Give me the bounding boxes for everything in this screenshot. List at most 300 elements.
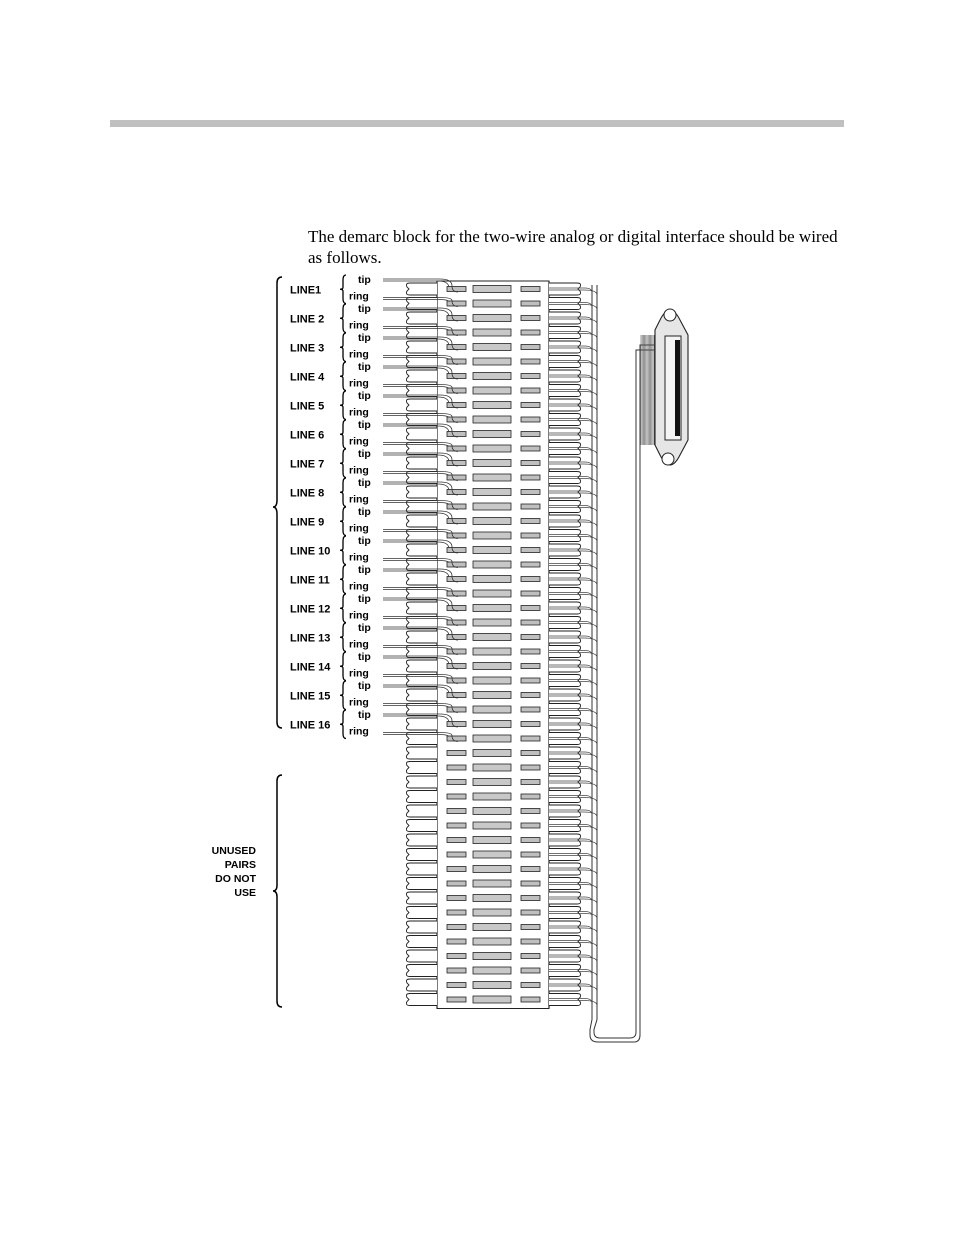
line-brace xyxy=(340,507,346,536)
block-clip-left xyxy=(447,736,466,741)
block-clip-left xyxy=(447,548,466,553)
block-right-tab xyxy=(549,820,581,832)
block-right-tab xyxy=(549,791,581,803)
block-clip-right xyxy=(521,475,540,480)
connector-slot xyxy=(675,340,680,436)
block-left-tab xyxy=(406,515,437,527)
block-bridge xyxy=(473,503,511,510)
block-clip-right xyxy=(521,910,540,915)
block-bridge xyxy=(473,286,511,293)
ring-label: ring xyxy=(349,406,369,419)
tip-label: tip xyxy=(358,390,371,402)
line-label: LINE 5 xyxy=(290,400,325,413)
block-clip-left xyxy=(447,316,466,321)
block-bridge xyxy=(473,561,511,568)
block-left-tab xyxy=(406,428,437,440)
block-left-tab xyxy=(406,791,437,803)
block-bridge xyxy=(473,938,511,945)
block-bridge xyxy=(473,460,511,467)
block-clip-right xyxy=(521,823,540,828)
block-clip-left xyxy=(447,461,466,466)
block-left-tab xyxy=(406,762,437,774)
block-right-tab xyxy=(549,747,581,759)
block-clip-right xyxy=(521,765,540,770)
block-right-tab xyxy=(549,515,581,527)
connector-screw-top xyxy=(664,309,676,321)
block-left-tab xyxy=(406,718,437,730)
block-clip-left xyxy=(447,359,466,364)
block-clip-right xyxy=(521,345,540,350)
block-bridge xyxy=(473,619,511,626)
block-clip-right xyxy=(521,968,540,973)
block-bridge xyxy=(473,808,511,815)
line-label: LINE 16 xyxy=(290,719,331,732)
block-clip-left xyxy=(447,620,466,625)
block-right-tab xyxy=(549,733,581,745)
tip-label: tip xyxy=(358,361,371,373)
block-right-tab xyxy=(549,443,581,455)
block-bridge xyxy=(473,982,511,989)
block-bridge xyxy=(473,547,511,554)
block-clip-left xyxy=(447,301,466,306)
block-clip-right xyxy=(521,417,540,422)
block-right-tab xyxy=(549,762,581,774)
block-clip-left xyxy=(447,446,466,451)
block-clip-left xyxy=(447,330,466,335)
block-right-tab xyxy=(549,965,581,977)
block-bridge xyxy=(473,402,511,409)
tip-label: tip xyxy=(358,535,371,547)
block-clip-left xyxy=(447,562,466,567)
block-left-tab xyxy=(406,994,437,1006)
block-clip-left xyxy=(447,780,466,785)
block-left-tab xyxy=(406,849,437,861)
line-brace xyxy=(340,565,346,594)
block-clip-left xyxy=(447,707,466,712)
punch-block xyxy=(406,281,580,1009)
block-clip-left xyxy=(447,881,466,886)
block-bridge xyxy=(473,895,511,902)
block-right-tab xyxy=(549,979,581,991)
block-bridge xyxy=(473,605,511,612)
block-right-tab xyxy=(549,501,581,513)
tip-label: tip xyxy=(358,274,371,286)
ring-label: ring xyxy=(349,522,369,535)
block-clip-right xyxy=(521,374,540,379)
block-clip-right xyxy=(521,939,540,944)
block-right-tab xyxy=(549,704,581,716)
line-brace xyxy=(340,420,346,449)
block-bridge xyxy=(473,387,511,394)
block-clip-left xyxy=(447,374,466,379)
tip-label: tip xyxy=(358,622,371,634)
block-bridge xyxy=(473,677,511,684)
block-right-tab xyxy=(549,573,581,585)
block-bridge xyxy=(473,793,511,800)
block-right-tab xyxy=(549,834,581,846)
block-right-tab xyxy=(549,486,581,498)
line-brace xyxy=(340,478,346,507)
block-clip-right xyxy=(521,548,540,553)
block-left-tab xyxy=(406,747,437,759)
block-left-tab xyxy=(406,631,437,643)
line-brace xyxy=(340,681,346,710)
block-right-tab xyxy=(549,950,581,962)
tip-label: tip xyxy=(358,680,371,692)
block-clip-left xyxy=(447,345,466,350)
block-clip-right xyxy=(521,997,540,1002)
block-left-tab xyxy=(406,312,437,324)
block-clip-left xyxy=(447,606,466,611)
block-clip-right xyxy=(521,925,540,930)
block-left-tab xyxy=(406,283,437,295)
block-bridge xyxy=(473,634,511,641)
line-labels xyxy=(212,274,371,899)
block-clip-right xyxy=(521,591,540,596)
block-bridge xyxy=(473,431,511,438)
block-right-tab xyxy=(549,776,581,788)
tip-label: tip xyxy=(358,564,371,576)
block-clip-right xyxy=(521,577,540,582)
block-clip-left xyxy=(447,997,466,1002)
block-left-tab xyxy=(406,863,437,875)
block-clip-left xyxy=(447,417,466,422)
block-bridge xyxy=(473,532,511,539)
block-bridge xyxy=(473,822,511,829)
block-right-tab xyxy=(549,327,581,339)
block-clip-right xyxy=(521,954,540,959)
block-right-tab xyxy=(549,312,581,324)
line-label: LINE 15 xyxy=(290,690,331,703)
ring-label: ring xyxy=(349,580,369,593)
block-bridge xyxy=(473,924,511,931)
block-right-tab xyxy=(549,878,581,890)
block-clip-right xyxy=(521,388,540,393)
block-clip-right xyxy=(521,838,540,843)
block-clip-left xyxy=(447,591,466,596)
block-bridge xyxy=(473,373,511,380)
block-clip-left xyxy=(447,388,466,393)
block-clip-right xyxy=(521,780,540,785)
block-left-tab xyxy=(406,573,437,585)
block-bridge xyxy=(473,648,511,655)
block-clip-right xyxy=(521,519,540,524)
block-bridge xyxy=(473,300,511,307)
line-label: LINE 12 xyxy=(290,603,331,616)
block-clip-right xyxy=(521,432,540,437)
block-clip-left xyxy=(447,490,466,495)
block-clip-left xyxy=(447,664,466,669)
block-bridge xyxy=(473,953,511,960)
line-brace xyxy=(340,362,346,391)
block-clip-right xyxy=(521,736,540,741)
block-clip-right xyxy=(521,794,540,799)
block-clip-left xyxy=(447,794,466,799)
block-clip-right xyxy=(521,316,540,321)
block-right-tab xyxy=(549,936,581,948)
intro-paragraph: The demarc block for the two-wire analog or digital interface should be wired as follows. xyxy=(308,227,838,267)
cable-trunk xyxy=(590,285,655,1042)
block-clip-right xyxy=(521,867,540,872)
block-right-tab xyxy=(549,675,581,687)
block-clip-right xyxy=(521,533,540,538)
block-clip-right xyxy=(521,461,540,466)
block-right-tab xyxy=(549,428,581,440)
line-brace xyxy=(340,623,346,652)
block-clip-right xyxy=(521,751,540,756)
block-left-tab xyxy=(406,921,437,933)
block-clip-left xyxy=(447,432,466,437)
block-bridge xyxy=(473,866,511,873)
tip-label: tip xyxy=(358,709,371,721)
block-right-tab xyxy=(549,385,581,397)
line-label: LINE 10 xyxy=(290,545,331,558)
block-right-tab xyxy=(549,298,581,310)
block-right-tab xyxy=(549,457,581,469)
block-clip-left xyxy=(447,925,466,930)
ring-label: ring xyxy=(349,725,369,738)
ring-label: ring xyxy=(349,638,369,651)
line-label: LINE1 xyxy=(290,284,322,297)
block-clip-left xyxy=(447,577,466,582)
tip-label: tip xyxy=(358,506,371,518)
block-right-tab xyxy=(549,805,581,817)
line-brace xyxy=(340,652,346,681)
block-left-tab xyxy=(406,602,437,614)
block-right-tab xyxy=(549,341,581,353)
block-clip-left xyxy=(447,867,466,872)
block-clip-right xyxy=(521,896,540,901)
block-clip-left xyxy=(447,475,466,480)
block-left-tab xyxy=(406,820,437,832)
amphenol-connector-icon xyxy=(655,309,688,465)
block-left-tab xyxy=(406,341,437,353)
block-right-tab xyxy=(549,660,581,672)
block-clip-right xyxy=(521,722,540,727)
block-clip-left xyxy=(447,896,466,901)
block-bridge xyxy=(473,315,511,322)
block-clip-right xyxy=(521,678,540,683)
block-clip-right xyxy=(521,287,540,292)
unused-group-brace xyxy=(273,775,282,1007)
block-right-tab xyxy=(549,472,581,484)
line-brace xyxy=(340,449,346,478)
block-clip-left xyxy=(447,939,466,944)
block-clip-left xyxy=(447,852,466,857)
block-left-tab xyxy=(406,544,437,556)
ring-label: ring xyxy=(349,290,369,303)
block-left-tab xyxy=(406,805,437,817)
block-bridge xyxy=(473,764,511,771)
block-clip-left xyxy=(447,823,466,828)
block-right-tab xyxy=(549,689,581,701)
group-braces xyxy=(273,277,282,1007)
block-left-tab xyxy=(406,834,437,846)
block-bridge xyxy=(473,909,511,916)
block-clip-right xyxy=(521,809,540,814)
block-clip-left xyxy=(447,287,466,292)
block-clip-left xyxy=(447,403,466,408)
block-left-tab xyxy=(406,892,437,904)
line-label: LINE 7 xyxy=(290,458,325,471)
block-clip-left xyxy=(447,968,466,973)
block-clip-left xyxy=(447,765,466,770)
block-clip-right xyxy=(521,562,540,567)
block-right-tab xyxy=(549,849,581,861)
ring-label: ring xyxy=(349,493,369,506)
block-clip-right xyxy=(521,707,540,712)
block-bridge xyxy=(473,576,511,583)
block-bridge xyxy=(473,706,511,713)
block-right-tab xyxy=(549,399,581,411)
line-label: LINE 14 xyxy=(290,661,331,674)
line-label: LINE 2 xyxy=(290,313,325,326)
block-left-tab xyxy=(406,907,437,919)
block-right-tab xyxy=(549,588,581,600)
block-clip-left xyxy=(447,693,466,698)
tip-label: tip xyxy=(358,448,371,460)
block-left-tab xyxy=(406,936,437,948)
block-bridge xyxy=(473,358,511,365)
block-clip-left xyxy=(447,983,466,988)
block-right-tab xyxy=(549,544,581,556)
line-label: LINE 8 xyxy=(290,487,325,500)
ring-label: ring xyxy=(349,667,369,680)
block-clip-right xyxy=(521,983,540,988)
block-left-tab xyxy=(406,486,437,498)
block-right-tab xyxy=(549,994,581,1006)
block-clip-right xyxy=(521,664,540,669)
unused-label-line: PAIRS xyxy=(224,859,256,871)
block-bridge xyxy=(473,779,511,786)
block-right-tab xyxy=(549,718,581,730)
block-clip-left xyxy=(447,519,466,524)
line-brace xyxy=(340,333,346,362)
block-left-tab xyxy=(406,660,437,672)
line-brace xyxy=(340,710,346,739)
block-bridge xyxy=(473,692,511,699)
block-left-tab xyxy=(406,950,437,962)
ring-label: ring xyxy=(349,464,369,477)
block-clip-right xyxy=(521,620,540,625)
block-right-tab xyxy=(549,283,581,295)
block-clip-right xyxy=(521,693,540,698)
block-left-tab xyxy=(406,457,437,469)
tip-label: tip xyxy=(358,419,371,431)
block-right-tab xyxy=(549,356,581,368)
block-clip-right xyxy=(521,446,540,451)
block-clip-left xyxy=(447,649,466,654)
block-bridge xyxy=(473,445,511,452)
block-bridge xyxy=(473,967,511,974)
ring-label: ring xyxy=(349,551,369,564)
block-left-tab xyxy=(406,979,437,991)
unused-label-line: USE xyxy=(234,887,256,899)
block-clip-right xyxy=(521,606,540,611)
block-clip-left xyxy=(447,910,466,915)
block-right-tab xyxy=(549,559,581,571)
block-clip-left xyxy=(447,751,466,756)
line-brace xyxy=(340,391,346,420)
block-bridge xyxy=(473,518,511,525)
block-left-tab xyxy=(406,776,437,788)
ring-label: ring xyxy=(349,696,369,709)
block-right-tab xyxy=(549,921,581,933)
block-right-tab xyxy=(549,892,581,904)
block-bridge xyxy=(473,837,511,844)
ring-label: ring xyxy=(349,435,369,448)
lines-group-brace xyxy=(273,277,282,728)
tip-label: tip xyxy=(358,651,371,663)
block-bridge xyxy=(473,489,511,496)
block-bridge xyxy=(473,735,511,742)
ring-label: ring xyxy=(349,377,369,390)
block-clip-left xyxy=(447,533,466,538)
block-right-tab xyxy=(549,631,581,643)
block-clip-right xyxy=(521,852,540,857)
block-clip-right xyxy=(521,403,540,408)
block-clip-right xyxy=(521,301,540,306)
block-right-tab xyxy=(549,530,581,542)
block-left-tab xyxy=(406,689,437,701)
block-clip-left xyxy=(447,504,466,509)
block-clip-right xyxy=(521,490,540,495)
ring-label: ring xyxy=(349,609,369,622)
block-right-tab xyxy=(549,602,581,614)
block-right-tab xyxy=(549,370,581,382)
block-left-tab xyxy=(406,370,437,382)
block-bridge xyxy=(473,750,511,757)
block-bridge xyxy=(473,721,511,728)
tip-label: tip xyxy=(358,477,371,489)
line-brace xyxy=(340,536,346,565)
line-label: LINE 6 xyxy=(290,429,325,442)
block-left-tab xyxy=(406,965,437,977)
line-brace xyxy=(340,275,346,304)
block-clip-right xyxy=(521,330,540,335)
block-bridge xyxy=(473,851,511,858)
block-clip-left xyxy=(447,635,466,640)
line-label: LINE 13 xyxy=(290,632,331,645)
block-bridge xyxy=(473,474,511,481)
block-clip-left xyxy=(447,722,466,727)
line-brace xyxy=(340,304,346,333)
line-label: LINE 3 xyxy=(290,342,325,355)
block-left-tab xyxy=(406,878,437,890)
tip-label: tip xyxy=(358,593,371,605)
line-label: LINE 9 xyxy=(290,516,325,529)
block-clip-right xyxy=(521,635,540,640)
block-left-tab xyxy=(406,399,437,411)
block-clip-right xyxy=(521,881,540,886)
block-clip-right xyxy=(521,359,540,364)
block-right-tab xyxy=(549,414,581,426)
tip-label: tip xyxy=(358,303,371,315)
block-bridge xyxy=(473,663,511,670)
unused-label-line: DO NOT xyxy=(215,873,256,885)
tip-label: tip xyxy=(358,332,371,344)
connector-screw-bottom xyxy=(662,453,674,465)
block-bridge xyxy=(473,590,511,597)
line-label: LINE 4 xyxy=(290,371,325,384)
line-brace xyxy=(340,594,346,623)
unused-label-line: UNUSED xyxy=(211,845,256,857)
block-right-tab xyxy=(549,646,581,658)
block-right-tab xyxy=(549,907,581,919)
ring-label: ring xyxy=(349,319,369,332)
block-right-tab xyxy=(549,617,581,629)
block-clip-left xyxy=(447,809,466,814)
